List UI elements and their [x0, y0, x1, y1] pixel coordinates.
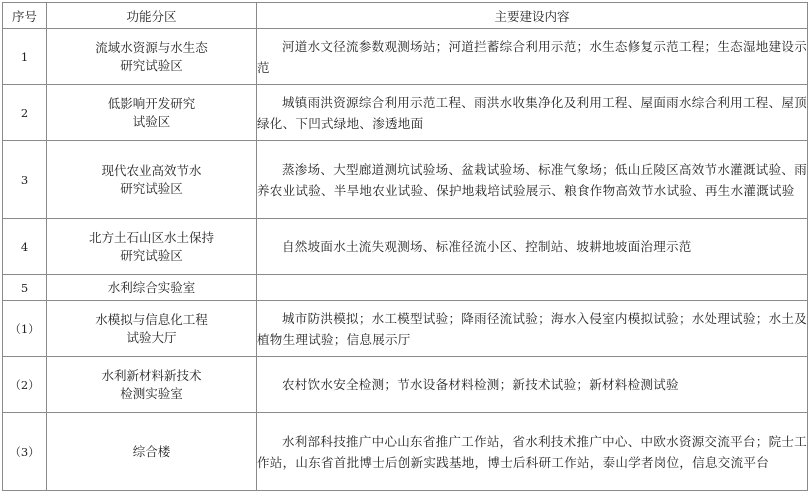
- area-line: 综合楼: [132, 443, 171, 459]
- area-line: 水利综合实验室: [107, 279, 196, 295]
- row-number: （2）: [3, 357, 47, 413]
- construction-content: 城镇雨洪资源综合利用示范工程、雨洪水收集净化及利用工程、屋面雨水综合利用工程、屋顶绿化、下凹式绿地、渗透地面: [257, 85, 808, 141]
- function-area: [47, 219, 257, 275]
- row-number: 2: [3, 85, 47, 141]
- table-row: [3, 219, 808, 275]
- construction-content: 水利部科技推广中心山东省推广工作站，省水利技术推广中心、中欧水资源交流平台；院士工作站，山东省首批博士后创新实践基地，博士后科研工作站，泰山学者岗位，信息交流平台: [257, 413, 808, 491]
- area-line: 研究试验区: [120, 247, 183, 263]
- area-line: 试验区: [132, 113, 171, 129]
- function-area: [47, 275, 257, 301]
- table-row: [3, 275, 808, 301]
- row-number: （3）: [3, 413, 47, 491]
- header-no: 序号: [3, 3, 47, 29]
- construction-table: [2, 2, 808, 491]
- area-line: 流域水资源与水生态: [95, 39, 208, 55]
- area-line: 现代农业高效节水: [101, 162, 202, 178]
- area-line: 检测实验室: [120, 385, 183, 401]
- row-number: 3: [3, 141, 47, 219]
- construction-content: [257, 275, 808, 301]
- row-number: 1: [3, 29, 47, 85]
- construction-content: 自然坡面水土流失观测场、标准径流小区、控制站、坡耕地坡面治理示范: [257, 219, 808, 275]
- table-row: [3, 29, 808, 85]
- row-number: （1）: [3, 301, 47, 357]
- row-number: 5: [3, 275, 47, 301]
- table-row: [3, 141, 808, 219]
- function-area: [47, 85, 257, 141]
- construction-content: 河道水文径流参数观测场站；河道拦蓄综合利用示范；水生态修复示范工程；生态湿地建设示范: [257, 29, 808, 85]
- header-content: 主要建设内容: [257, 3, 808, 29]
- table-row: [3, 301, 808, 357]
- area-line: 水模拟与信息化工程: [95, 311, 208, 327]
- construction-content: 城市防洪模拟；水工模型试验；降雨径流试验；海水入侵室内模拟试验；水处理试验；水土及植物生理试验；信息展示厅: [257, 301, 808, 357]
- function-area: [47, 357, 257, 413]
- header-area: 功能分区: [47, 3, 257, 29]
- function-area: [47, 413, 257, 491]
- area-line: 北方土石山区水土保持: [88, 229, 214, 245]
- function-area: [47, 301, 257, 357]
- construction-content: 农村饮水安全检测；节水设备材料检测；新技术试验；新材料检测试验: [257, 357, 808, 413]
- area-line: 研究试验区: [120, 180, 183, 196]
- table-row: [3, 357, 808, 413]
- function-area: [47, 141, 257, 219]
- area-line: 研究试验区: [120, 57, 183, 73]
- header-row: [3, 3, 808, 29]
- table-row: [3, 85, 808, 141]
- area-line: 低影响开发研究: [107, 95, 196, 111]
- area-line: 试验大厅: [126, 329, 177, 345]
- row-number: 4: [3, 219, 47, 275]
- table-row: [3, 413, 808, 491]
- area-line: 水利新材料新技术: [101, 367, 202, 383]
- function-area: [47, 29, 257, 85]
- construction-content: 蒸渗场、大型廊道测坑试验场、盆栽试验场、标准气象场；低山丘陵区高效节水灌溉试验、雨养农业试验、半旱地农业试验、保护地栽培试验展示、粮食作物高效节水试验、再生水灌溉试验: [257, 141, 808, 219]
